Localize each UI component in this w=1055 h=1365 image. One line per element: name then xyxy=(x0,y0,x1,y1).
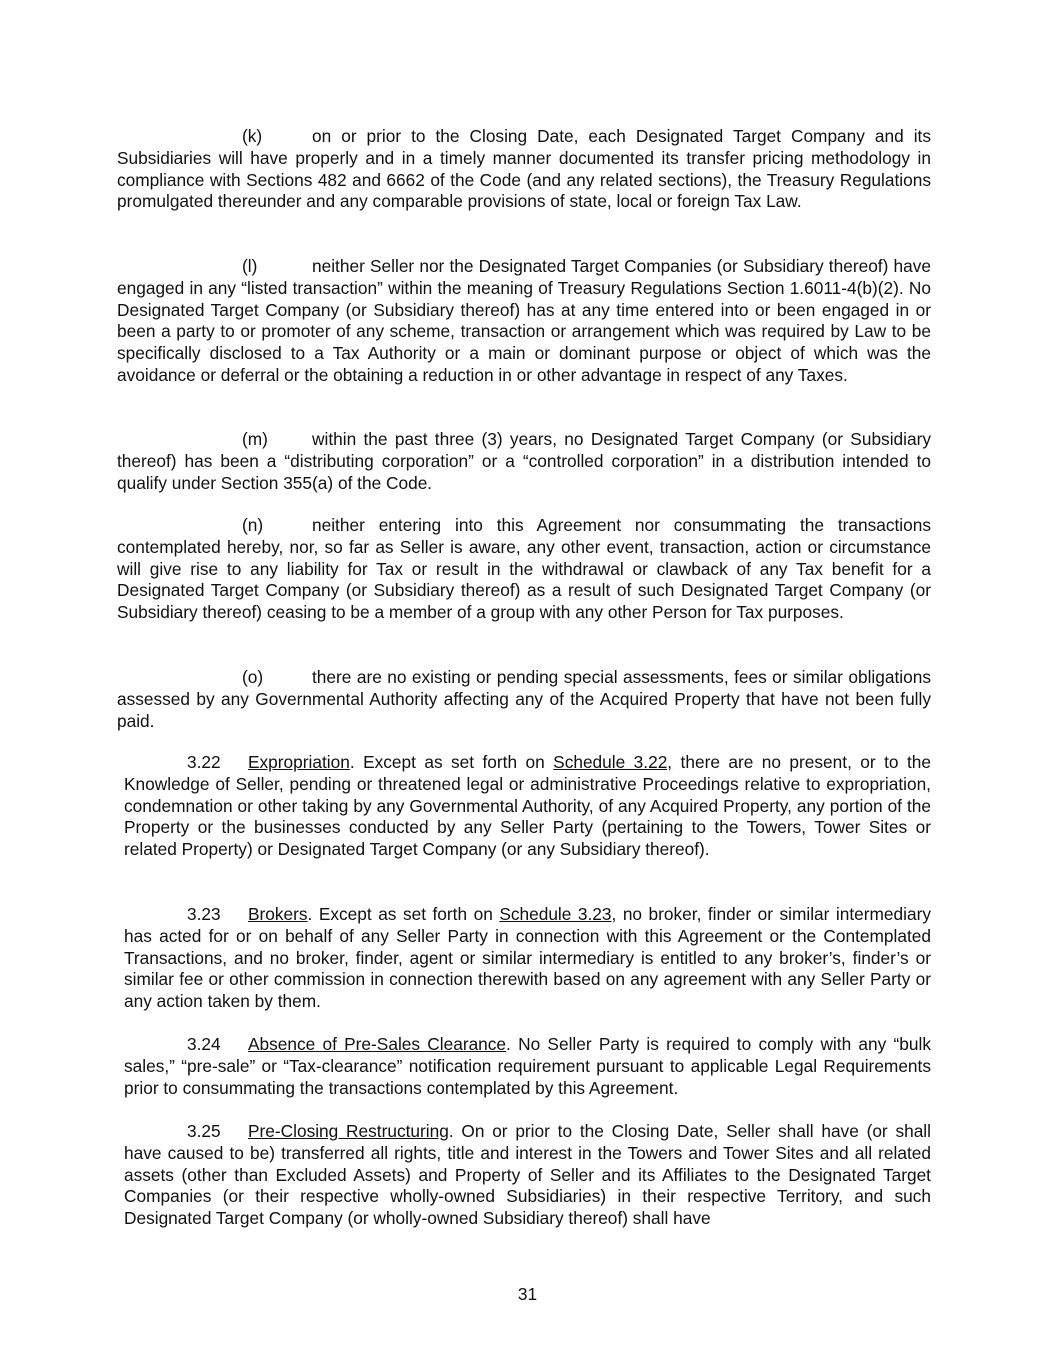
section-number: 3.23 xyxy=(187,904,221,924)
section-heading: Pre-Closing Restructuring xyxy=(248,1121,449,1141)
section-number: 3.22 xyxy=(187,752,221,772)
section-3-25 xyxy=(124,1121,931,1230)
subsection-l xyxy=(117,256,931,387)
section-text: there are no present, or to the Knowledge of Seller, pending or threatened legal or administrative Proceedings relative to expropriation, condemnation or other taking by any Governmental Authority, of any Acquired Property, any portion of the Property or the businesses conducted by any Seller Party (pertaining to the Towers, Tower Sites or related Property) or Designated Target Company (or any Subsidiary thereof). xyxy=(124,752,931,860)
subsection-label: (k) xyxy=(242,126,263,146)
section-heading: Expropriation xyxy=(248,752,350,772)
section-text: , no broker, finder or similar intermediary has acted for or on behalf of any Seller Party in connection with this Agreement or the Contemplated Transactions, and no broker, finder, agent or similar intermediary is entitled to any broker’s, finder’s or similar fee or other commission in connection therewith based on any agreement with any Seller Party or any action taken by them. xyxy=(124,904,931,1012)
subsection-o xyxy=(117,667,931,732)
subsection-label: (n) xyxy=(242,515,264,535)
subsection-text: neither entering into this Agreement nor consummating the transactions contemplated hereby, nor, so far as Seller is aware, any other event, transaction, action or circumstance will give rise to any liability for Tax or result in the withdrawal or clawback of any Tax benefit for a Designated Target Company (or Subsidiary thereof) as a result of such Designated Target Company (or Subsidiary thereof) ceasing to be a member of a group with any other Person for Tax purposes. xyxy=(117,515,931,623)
subsection-label: (m) xyxy=(242,429,268,449)
subsection-text: neither Seller nor the Designated Target Companies (or Subsidiary thereof) have engaged in any “listed transaction” within the meaning of Treasury Regulations Section 1.6011-4(b)(2). No Designated Target Company (or Subsidiary thereof) has at any time entered into or been engaged in or been a party to or promoter of any scheme, transaction or arrangement which was required by Law to be specifically disclosed to a Tax Authority or a main or dominant purpose or object of which was the avoidance or deferral or the obtaining a reduction in or other advantage in respect of any Taxes. xyxy=(117,256,931,385)
schedule-reference: Schedule 3.22, xyxy=(553,752,673,772)
subsection-text: there are no existing or pending special assessments, fees or similar obligations assessed by any Governmental Authority affecting any of the Acquired Property that have not been fully paid. xyxy=(117,667,931,731)
subsection-label: (o) xyxy=(242,667,264,687)
subsection-text: on or prior to the Closing Date, each Designated Target Company and its Subsidiaries will have properly and in a timely manner documented its transfer pricing methodology in compliance with Sections 482 and 6662 of the Code (and any related sections), the Treasury Regulations promulgated thereunder and any comparable provisions of state, local or foreign Tax Law. xyxy=(117,126,931,212)
subsection-n xyxy=(117,515,931,624)
section-3-22 xyxy=(124,752,931,861)
section-lead: . Except as set forth on xyxy=(307,904,500,924)
section-text: . On or prior to the Closing Date, Seller shall have (or shall have caused to be) transferred all rights, title and interest in the Towers and Tower Sites and all related assets (other than Excluded Assets) and Property of Seller and its Affiliates to the Designated Target Companies (or their respective wholly-owned Subsidiaries) in their respective Territory, and such Designated Target Company (or wholly-owned Subsidiary thereof) shall have xyxy=(124,1121,931,1229)
subsection-m xyxy=(117,429,931,494)
section-number: 3.24 xyxy=(187,1034,221,1054)
schedule-reference: Schedule 3.23 xyxy=(499,904,612,924)
section-heading: Absence of Pre-Sales Clearance xyxy=(248,1034,507,1054)
section-lead: . Except as set forth on xyxy=(349,752,554,772)
page-number: 31 xyxy=(517,1284,538,1304)
section-3-23 xyxy=(124,904,931,1013)
section-text: . No Seller Party is required to comply with any “bulk sales,” “pre-sale” or “Tax-clearance” notification requirement pursuant to applicable Legal Requirements prior to consummating the transactions contemplated by this Agreement. xyxy=(124,1034,931,1098)
subsection-text: within the past three (3) years, no Designated Target Company (or Subsidiary thereof) has been a “distributing corporation” or a “controlled corporation” in a distribution intended to qualify under Section 355(a) of the Code. xyxy=(117,429,931,493)
subsection-label: (l) xyxy=(242,256,258,276)
subsection-k xyxy=(117,126,931,213)
section-heading: Brokers xyxy=(248,904,308,924)
section-number: 3.25 xyxy=(187,1121,221,1141)
section-3-24 xyxy=(124,1034,931,1099)
